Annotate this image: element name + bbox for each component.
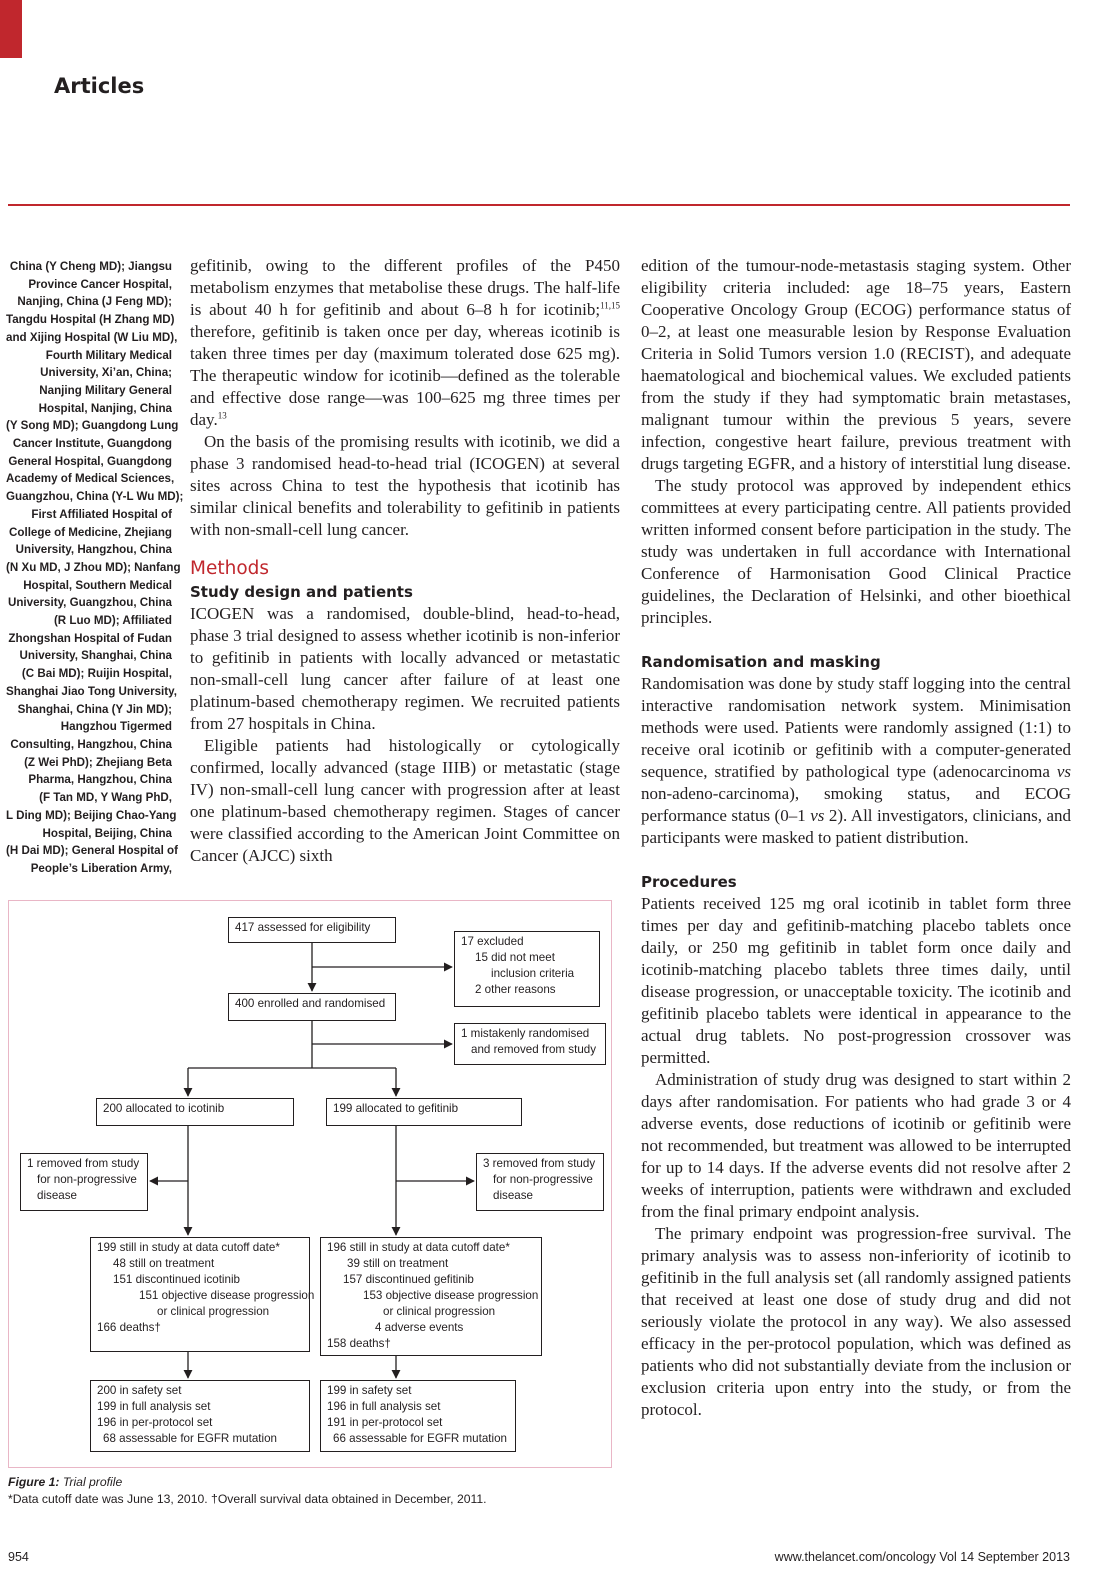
- randomisation-heading: Randomisation and masking: [641, 653, 881, 671]
- header-rule: [8, 204, 1070, 206]
- page-number: 954: [8, 1550, 29, 1564]
- enrolled-box: 400 enrolled and randomised: [228, 993, 396, 1021]
- paragraph: Administration of study drug was designed to start within 2 days after randomisation. For patients who had grade 3 or 4 adverse events, dose reductions of icotinib or gefitinib were not recommended, but treatment was allowed to be interrupted for up to 14 days. If the adverse events did not resolve after 2 weeks of interruption, patients were withdrawn and excluded from the final primary endpoint analysis.: [641, 1070, 1071, 1221]
- figure-caption-note: *Data cutoff date was June 13, 2010. †Overall survival data obtained in December, 2011.: [8, 1492, 487, 1506]
- paragraph: ICOGEN was a randomised, double-blind, head-to-head, phase 3 trial designed to assess whether icotinib is non-inferior to gefitinib in patients with locally advanced or metastatic non-small-cell lung cancer after failure of at least one platinum-based chemotherapy regimen. We recruited patients from 27 hospitals in China.: [190, 604, 620, 733]
- affiliation-line: Cancer Institute, Guangdong: [12, 437, 172, 451]
- mistaken-box: 1 mistakenly randomised and removed from study: [454, 1023, 606, 1065]
- affiliation-line: University, Hangzhou, China: [15, 543, 172, 557]
- journal-footer: www.thelancet.com/oncology Vol 14 September 2013: [774, 1550, 1070, 1564]
- affiliation-line: (R Luo MD); Affiliated: [53, 614, 172, 628]
- removed-left-box: 1 removed from study for non-progressive disease: [20, 1153, 148, 1211]
- still-in-study-right-box: 196 still in study at data cutoff date* 39 still on treatment 157 discontinued gefitinib 153 objective disease progression or clinical progression 4 adverse events 158 deaths†: [320, 1237, 542, 1356]
- affiliation-line: (F Tan MD, Y Wang PhD,: [39, 791, 172, 805]
- paragraph: The study protocol was approved by independent ethics committees at every participating centre. All patients provided written informed consent before participation in the study. The study was undertaken in full accordance with International Conference of Harmonisation Good Clinical Practice guidelines, the Declaration of Helsinki, and other bioethical principles.: [641, 476, 1071, 627]
- affiliation-line: (N Xu MD, J Zhou MD); Nanfang: [6, 560, 181, 574]
- procedures-heading: Procedures: [641, 873, 737, 891]
- figure-caption: [8, 1474, 618, 1508]
- affiliation-line: Fourth Military Medical: [45, 348, 172, 362]
- affiliation-line: (H Dai MD); General Hospital of: [6, 844, 178, 858]
- figure-caption-title: Figure 1: Trial profile: [8, 1475, 123, 1489]
- affiliation-line: Consulting, Hangzhou, China: [10, 737, 172, 751]
- affiliation-line: L Ding MD); Beijing Chao-Yang: [6, 808, 177, 822]
- affiliation-line: and Xijing Hospital (W Liu MD),: [6, 330, 178, 344]
- affiliation-line: General Hospital, Guangdong: [8, 454, 172, 468]
- removed-right-box: 3 removed from study for non-progressive disease: [476, 1153, 604, 1211]
- excluded-box: 17 excluded 15 did not meet inclusion criteria 2 other reasons: [454, 931, 600, 1007]
- study-design-heading: Study design and patients: [190, 583, 413, 601]
- affiliation-line: First Affiliated Hospital of: [31, 507, 172, 521]
- affiliation-line: (C Bai MD); Ruijin Hospital,: [21, 667, 172, 681]
- still-in-study-left-box: 199 still in study at data cutoff date* 48 still on treatment 151 discontinued icotinib 151 objective disease progression or clinical progression 166 deaths†: [90, 1237, 310, 1352]
- affiliation-line: (Y Song MD); Guangdong Lung: [6, 419, 179, 433]
- affiliation-line: Hangzhou Tigermed: [60, 720, 172, 734]
- affiliation-line: Shanghai Jiao Tong University,: [6, 684, 177, 698]
- affiliation-line: People’s Liberation Army,: [30, 861, 172, 875]
- affiliation-line: Hospital, Beijing, China: [42, 826, 172, 840]
- affiliation-line: Nanjing Military General: [39, 383, 172, 397]
- affiliation-line: Tangdu Hospital (H Zhang MD): [6, 313, 175, 327]
- affiliation-line: Guangzhou, China (Y-L Wu MD);: [6, 490, 184, 504]
- paragraph: Patients received 125 mg oral icotinib in tablet form three times per day and gefitinib-matching placebo tablets once daily, or 250 mg gefitinib in tablet form once daily and icotinib-matching placebo tablets three times daily, until disease progression, or unacceptable toxicity. The icotinib and gefitinib placebo tablets were identical in appearance to the actual drug tablets. No post-progression crossover was permitted.: [641, 894, 1071, 1067]
- paragraph: Eligible patients had histologically or cytologically confirmed, locally advanced (stage IIIB) or metastatic (stage IV) non-small-cell lung cancer with progression after at least one platinum-based chemotherapy regimen. Stages of cancer were classified according to the American Joint Committee on Cancer (AJCC) sixth: [190, 736, 620, 865]
- right-column: [641, 255, 1071, 1421]
- section-color-tab: [0, 0, 22, 58]
- affiliation-line: University, Shanghai, China: [19, 649, 172, 663]
- paragraph: gefitinib, owing to the different profiles of the P450 metabolism enzymes that metabolise these drugs. The half-life is about 40 h for gefitinib and about 6–8 h for icotinib;$^{11,15}$ therefore, gefitinib is taken once per day, whereas icotinib is taken three times per day (maximum tolerated dose 625 mg). The therapeutic window for icotinib—defined as the tolerable and effective dose range—was 100–625 mg three times per day.$^{13}$: [190, 256, 620, 429]
- affiliation-line: Hospital, Nanjing, China: [38, 401, 172, 415]
- author-affiliations: [6, 258, 184, 878]
- affiliation-line: University, Guangzhou, China: [7, 596, 172, 610]
- affiliation-line: University, Xi’an, China;: [40, 366, 172, 380]
- affiliation-line: Zhongshan Hospital of Fudan: [8, 631, 172, 645]
- affiliation-line: Hospital, Southern Medical: [23, 578, 172, 592]
- affiliation-line: College of Medicine, Zhejiang: [9, 525, 172, 539]
- affiliation-line: Shanghai, China (Y Jin MD);: [17, 702, 172, 716]
- affiliation-line: (Z Wei PhD); Zhejiang Beta: [24, 755, 172, 769]
- allocated-icotinib-box: 200 allocated to icotinib: [96, 1098, 294, 1126]
- assessed-box: 417 assessed for eligibility: [228, 917, 396, 943]
- affiliation-line: Province Cancer Hospital,: [28, 277, 172, 291]
- paragraph: Randomisation was done by study staff logging into the central interactive randomisation network system. Minimisation methods were used. Patients were randomly assigned (1:1) to receive oral icotinib or gefitinib with a computer-generated sequence, stratified by pathological type (adenocarcinoma vs non-adeno-carcinoma), smoking status, and ECOG performance status (0–1 vs 2). All investigators, clinicians, and participants were masked to patient distribution.: [641, 674, 1072, 847]
- paragraph: On the basis of the promising results with icotinib, we did a phase 3 randomised head-to-head trial (ICOGEN) at several sites across China to test the hypothesis that icotinib has similar clinical benefits and tolerability to gefitinib in patients with non-small-cell lung cancer.: [190, 432, 620, 539]
- affiliation-line: China (Y Cheng MD); Jiangsu: [9, 260, 172, 273]
- middle-column: [190, 255, 620, 867]
- analysis-sets-right-box: 199 in safety set 196 in full analysis set 191 in per-protocol set 66 assessable for EGFR mutation: [320, 1380, 516, 1452]
- allocated-gefitinib-box: 199 allocated to gefitinib: [326, 1098, 522, 1126]
- affiliation-line: Academy of Medical Sciences,: [6, 472, 175, 486]
- analysis-sets-left-box: 200 in safety set 199 in full analysis set 196 in per-protocol set 68 assessable for EGFR mutation: [90, 1380, 310, 1452]
- section-label: Articles: [54, 74, 145, 98]
- affiliation-line: Nanjing, China (J Feng MD);: [17, 295, 172, 309]
- methods-heading: Methods: [190, 558, 270, 579]
- paragraph: The primary endpoint was progression-free survival. The primary analysis was to assess non-inferiority of icotinib to gefitinib in the full analysis set (all randomly assigned patients that received at least one dose of study drug and did not seriously violate the protocol in any way). We also assessed efficacy in the per-protocol population, which was defined as patients who did not substantially deviate from the inclusion or exclusion criteria upon entry into the study, or from the protocol.: [641, 1224, 1071, 1419]
- paragraph: edition of the tumour-node-metastasis staging system. Other eligibility criteria included: age 18–75 years, Eastern Cooperative Oncology Group (ECOG) performance status of 0–2, at least one measurable lesion by Response Evaluation Criteria in Solid Tumors version 1.0 (RECIST), and adequate haematological and biochemical values. We excluded patients from the study if they had symptomatic brain metastases, malignant tumour within the previous 5 years, severe infection, congestive heart failure, previous treatment with drugs targeting EGFR, and a history of interstitial lung disease.: [641, 256, 1071, 473]
- affiliation-line: Pharma, Hangzhou, China: [28, 773, 172, 787]
